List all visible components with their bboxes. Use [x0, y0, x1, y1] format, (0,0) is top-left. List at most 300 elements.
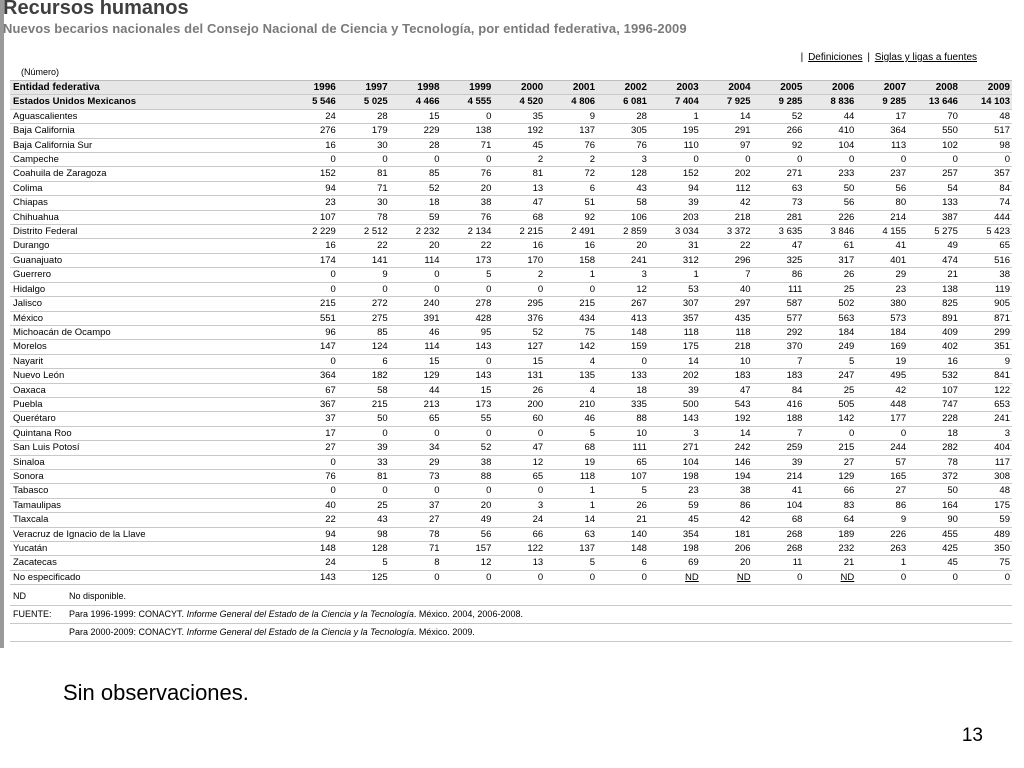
table-cell: 76: [597, 138, 649, 152]
row-entity-name: Veracruz de Ignacio de la Llave: [10, 527, 286, 541]
table-cell: 214: [856, 210, 908, 224]
table-row: [10, 138, 1012, 152]
table-cell: 444: [960, 210, 1012, 224]
table-cell: 16: [545, 239, 597, 253]
table-cell: 96: [286, 325, 338, 339]
row-entity-name: Chihuahua: [10, 210, 286, 224]
table-cell: 73: [753, 196, 805, 210]
table-cell: 164: [908, 498, 960, 512]
table-cell: 410: [804, 124, 856, 138]
table-cell: 5: [545, 426, 597, 440]
table-cell: 23: [856, 282, 908, 296]
table-cell: 38: [701, 484, 753, 498]
table-cell: 43: [338, 513, 390, 527]
header-year: 1998: [390, 81, 442, 95]
table-cell: 308: [960, 469, 1012, 483]
table-cell: 271: [649, 441, 701, 455]
table-cell: 200: [493, 397, 545, 411]
table-cell: 23: [286, 196, 338, 210]
table-cell: 111: [753, 282, 805, 296]
table-cell: 179: [338, 124, 390, 138]
note-source-row: [10, 606, 1012, 624]
definiciones-link[interactable]: Definiciones: [808, 52, 863, 63]
table-cell: 5 025: [338, 95, 390, 109]
table-cell: 9: [338, 268, 390, 282]
table-cell: 147: [286, 340, 338, 354]
table-row: [10, 268, 1012, 282]
table-cell: 350: [960, 542, 1012, 556]
table-cell: 10: [701, 354, 753, 368]
table-cell: 81: [338, 469, 390, 483]
header-year: 2009: [960, 81, 1012, 95]
table-cell: 226: [804, 210, 856, 224]
table-cell: 215: [545, 297, 597, 311]
page-subtitle: Nuevos becarios nacionales del Consejo Nacional de Ciencia y Tecnología, por entidad federativa, 1996-2009: [3, 21, 687, 36]
table-row: [10, 441, 1012, 455]
table-cell: 3: [960, 426, 1012, 440]
table-cell: 107: [597, 469, 649, 483]
table-cell: 502: [804, 297, 856, 311]
row-entity-name: Chiapas: [10, 196, 286, 210]
table-cell: 49: [908, 239, 960, 253]
source-2-pre: Para 2000-2009: CONACYT.: [69, 627, 185, 637]
table-cell: 401: [856, 253, 908, 267]
table-cell: 106: [597, 210, 649, 224]
table-cell: 80: [856, 196, 908, 210]
table-cell: 9: [545, 109, 597, 123]
table-cell: 12: [493, 455, 545, 469]
table-cell: 65: [390, 412, 442, 426]
table-cell: 65: [960, 239, 1012, 253]
table-cell: 3: [649, 426, 701, 440]
slide-remark: Sin observaciones.: [63, 680, 249, 705]
table-cell: 58: [338, 383, 390, 397]
table-cell: 7: [753, 354, 805, 368]
table-cell: 20: [442, 181, 494, 195]
table-cell: 42: [856, 383, 908, 397]
table-cell: 0: [286, 153, 338, 167]
table-cell: 21: [908, 268, 960, 282]
table-cell: 891: [908, 311, 960, 325]
table-cell: 173: [442, 397, 494, 411]
table-cell: 45: [908, 556, 960, 570]
table-row: [10, 556, 1012, 570]
table-cell: 2 215: [493, 225, 545, 239]
table-cell: 4: [545, 383, 597, 397]
table-row: [10, 282, 1012, 296]
table-cell: 21: [597, 513, 649, 527]
table-cell: 181: [701, 527, 753, 541]
siglas-link[interactable]: Siglas y ligas a fuentes: [874, 52, 977, 63]
table-cell[interactable]: ND: [649, 570, 701, 584]
table-cell: 56: [804, 196, 856, 210]
table-cell: 13: [493, 181, 545, 195]
table-cell: 2 859: [597, 225, 649, 239]
table-cell: 138: [908, 282, 960, 296]
table-cell: 143: [442, 369, 494, 383]
row-entity-name: Distrito Federal: [10, 225, 286, 239]
table-cell: 1: [856, 556, 908, 570]
table-cell: 505: [804, 397, 856, 411]
table-cell: 88: [597, 412, 649, 426]
table-cell: 148: [286, 542, 338, 556]
table-cell: 295: [493, 297, 545, 311]
table-cell: 18: [908, 426, 960, 440]
table-cell: 218: [701, 210, 753, 224]
table-cell: 244: [856, 441, 908, 455]
table-cell: 292: [753, 325, 805, 339]
table-cell: 148: [597, 325, 649, 339]
nd-key: ND: [13, 591, 26, 601]
table-cell[interactable]: ND: [804, 570, 856, 584]
table-cell: 188: [753, 412, 805, 426]
table-cell: 11: [753, 556, 805, 570]
table-cell: 2: [545, 153, 597, 167]
table-cell: 143: [649, 412, 701, 426]
row-entity-name: Aguascalientes: [10, 109, 286, 123]
table-cell: 14 103: [960, 95, 1012, 109]
table-row: [10, 340, 1012, 354]
table-cell: 143: [286, 570, 338, 584]
table-cell: 7 404: [649, 95, 701, 109]
table-cell: 364: [856, 124, 908, 138]
table-cell: 39: [649, 196, 701, 210]
table-cell: 75: [960, 556, 1012, 570]
table-cell: 312: [649, 253, 701, 267]
table-cell: 0: [493, 570, 545, 584]
table-cell: 0: [856, 570, 908, 584]
table-cell: 495: [856, 369, 908, 383]
table-cell: 0: [390, 282, 442, 296]
table-cell: 0: [493, 282, 545, 296]
source-key-empty: [10, 624, 66, 642]
table-cell: 117: [960, 455, 1012, 469]
link-separator: |: [800, 52, 804, 63]
table-cell: 1: [545, 498, 597, 512]
table-cell: 9 285: [856, 95, 908, 109]
table-cell: 2 491: [545, 225, 597, 239]
table-cell: 127: [493, 340, 545, 354]
table-cell: 22: [338, 239, 390, 253]
table-cell: 0: [597, 354, 649, 368]
table-cell: 92: [545, 210, 597, 224]
table-cell: 118: [545, 469, 597, 483]
table-cell: 0: [804, 153, 856, 167]
table-cell: 0: [442, 484, 494, 498]
row-entity-name: México: [10, 311, 286, 325]
row-entity-name: Baja California: [10, 124, 286, 138]
table-cell: 0: [442, 570, 494, 584]
table-cell: 175: [960, 498, 1012, 512]
note-source-row: [10, 624, 1012, 642]
table-cell: 47: [701, 383, 753, 397]
table-cell: 192: [493, 124, 545, 138]
table-cell: 143: [442, 340, 494, 354]
table-cell: 2: [493, 153, 545, 167]
table-cell: 140: [597, 527, 649, 541]
table-cell: 56: [856, 181, 908, 195]
table-cell: 489: [960, 527, 1012, 541]
table-cell: 3 846: [804, 225, 856, 239]
table-cell: 291: [701, 124, 753, 138]
row-entity-name: Coahuila de Zaragoza: [10, 167, 286, 181]
table-cell: 653: [960, 397, 1012, 411]
table-cell: 104: [804, 138, 856, 152]
table-cell[interactable]: ND: [701, 570, 753, 584]
row-entity-name: Estados Unidos Mexicanos: [10, 95, 286, 109]
table-cell: 2 229: [286, 225, 338, 239]
table-cell: 905: [960, 297, 1012, 311]
table-cell: 157: [442, 542, 494, 556]
header-year: 1999: [442, 81, 494, 95]
table-cell: 0: [390, 570, 442, 584]
table-cell: 500: [649, 397, 701, 411]
table-cell: 242: [701, 441, 753, 455]
table-cell: 364: [286, 369, 338, 383]
table-cell: 9 285: [753, 95, 805, 109]
table-cell: 29: [856, 268, 908, 282]
row-entity-name: Morelos: [10, 340, 286, 354]
table-row: [10, 325, 1012, 339]
table-cell: 249: [804, 340, 856, 354]
table-row: [10, 484, 1012, 498]
table-cell: 7: [701, 268, 753, 282]
table-cell: 122: [493, 542, 545, 556]
table-cell: 71: [338, 181, 390, 195]
table-cell: 44: [390, 383, 442, 397]
table-cell: 27: [286, 441, 338, 455]
table-row: [10, 455, 1012, 469]
table-row: [10, 297, 1012, 311]
table-cell: 0: [286, 268, 338, 282]
notes-section: [10, 588, 1012, 642]
row-entity-name: Yucatán: [10, 542, 286, 556]
header-year: 1996: [286, 81, 338, 95]
table-row: [10, 412, 1012, 426]
table-cell: 0: [286, 455, 338, 469]
table-cell: 12: [442, 556, 494, 570]
table-cell: 37: [390, 498, 442, 512]
table-cell: 317: [804, 253, 856, 267]
table-cell: 0: [753, 570, 805, 584]
table-cell: 2: [493, 268, 545, 282]
table-cell: 128: [597, 167, 649, 181]
table-cell: 59: [960, 513, 1012, 527]
table-cell: 5: [545, 556, 597, 570]
table-cell: 27: [856, 484, 908, 498]
table-cell: 370: [753, 340, 805, 354]
table-cell: 4 155: [856, 225, 908, 239]
table-cell: 367: [286, 397, 338, 411]
table-cell: 20: [442, 498, 494, 512]
table-cell: 75: [545, 325, 597, 339]
table-cell: 69: [649, 556, 701, 570]
header-year: 2003: [649, 81, 701, 95]
row-entity-name: Campeche: [10, 153, 286, 167]
table-cell: 112: [701, 181, 753, 195]
table-cell: 59: [390, 210, 442, 224]
table-cell: 26: [597, 498, 649, 512]
table-cell: 195: [649, 124, 701, 138]
top-links: [799, 52, 977, 63]
table-cell: 64: [804, 513, 856, 527]
table-cell: 259: [753, 441, 805, 455]
table-cell: 0: [545, 282, 597, 296]
table-cell: 0: [442, 153, 494, 167]
table-cell: 232: [804, 542, 856, 556]
table-cell: 198: [649, 469, 701, 483]
table-cell: 24: [493, 513, 545, 527]
table-cell: 189: [804, 527, 856, 541]
row-entity-name: Sonora: [10, 469, 286, 483]
data-table-container: [10, 80, 1012, 585]
table-row: [10, 527, 1012, 541]
source-1-title: Informe General del Estado de la Ciencia y la Tecnología: [186, 609, 414, 619]
table-cell: 50: [338, 412, 390, 426]
table-cell: 38: [442, 455, 494, 469]
table-cell: 0: [493, 484, 545, 498]
table-cell: 215: [338, 397, 390, 411]
table-cell: 27: [804, 455, 856, 469]
table-cell: 16: [286, 239, 338, 253]
table-cell: 40: [701, 282, 753, 296]
table-cell: 4 466: [390, 95, 442, 109]
row-entity-name: Nuevo León: [10, 369, 286, 383]
table-cell: 20: [390, 239, 442, 253]
table-cell: 0: [493, 426, 545, 440]
row-entity-name: Jalisco: [10, 297, 286, 311]
table-row: [10, 124, 1012, 138]
table-cell: 48: [960, 484, 1012, 498]
table-cell: 8 836: [804, 95, 856, 109]
table-cell: 268: [753, 542, 805, 556]
table-cell: 3 635: [753, 225, 805, 239]
table-row: [10, 354, 1012, 368]
table-cell: 192: [701, 412, 753, 426]
table-cell: 0: [390, 426, 442, 440]
table-cell: 6: [597, 556, 649, 570]
table-cell: 26: [804, 268, 856, 282]
row-entity-name: Guanajuato: [10, 253, 286, 267]
table-cell: 42: [701, 196, 753, 210]
table-row: [10, 253, 1012, 267]
table-cell: 86: [701, 498, 753, 512]
table-cell: 20: [597, 239, 649, 253]
table-cell: 10: [597, 426, 649, 440]
table-cell: 307: [649, 297, 701, 311]
table-cell: 5 423: [960, 225, 1012, 239]
table-cell: 1: [545, 268, 597, 282]
table-cell: 17: [286, 426, 338, 440]
table-cell: 4 806: [545, 95, 597, 109]
table-cell: 268: [753, 527, 805, 541]
left-border: [0, 0, 4, 648]
table-cell: 247: [804, 369, 856, 383]
table-cell: 129: [804, 469, 856, 483]
table-cell: 114: [390, 253, 442, 267]
table-cell: 86: [856, 498, 908, 512]
table-cell: 0: [753, 153, 805, 167]
source-2-title: Informe General del Estado de la Ciencia y la Tecnología: [186, 627, 414, 637]
table-cell: 41: [856, 239, 908, 253]
table-cell: 0: [338, 426, 390, 440]
table-cell: 46: [545, 412, 597, 426]
table-row: [10, 570, 1012, 584]
table-cell: 532: [908, 369, 960, 383]
table-cell: 76: [545, 138, 597, 152]
row-entity-name: Sinaloa: [10, 455, 286, 469]
table-cell: 354: [649, 527, 701, 541]
table-cell: 0: [442, 354, 494, 368]
table-cell: 184: [856, 325, 908, 339]
table-cell: 12: [597, 282, 649, 296]
row-entity-name: Quintana Roo: [10, 426, 286, 440]
table-cell: 16: [286, 138, 338, 152]
row-entity-name: Querétaro: [10, 412, 286, 426]
table-cell: 15: [493, 354, 545, 368]
table-cell: 16: [493, 239, 545, 253]
table-cell: 0: [597, 570, 649, 584]
table-cell: 404: [960, 441, 1012, 455]
table-cell: 218: [701, 340, 753, 354]
table-cell: 13 646: [908, 95, 960, 109]
table-cell: 257: [908, 167, 960, 181]
table-cell: 22: [701, 239, 753, 253]
table-cell: 68: [493, 210, 545, 224]
table-cell: 14: [649, 354, 701, 368]
header-year: 2006: [804, 81, 856, 95]
header-year: 2001: [545, 81, 597, 95]
table-cell: 86: [753, 268, 805, 282]
table-row: [10, 397, 1012, 411]
table-cell: 133: [597, 369, 649, 383]
table-cell: 68: [753, 513, 805, 527]
table-cell: 474: [908, 253, 960, 267]
table-cell: 76: [442, 167, 494, 181]
table-cell: 47: [753, 239, 805, 253]
notes-table: [10, 588, 1012, 642]
table-cell: 146: [701, 455, 753, 469]
table-cell: 94: [286, 527, 338, 541]
table-cell: 357: [960, 167, 1012, 181]
table-cell: 118: [649, 325, 701, 339]
table-cell: 0: [960, 153, 1012, 167]
table-cell: 1: [649, 109, 701, 123]
table-cell: 351: [960, 340, 1012, 354]
row-entity-name: Guerrero: [10, 268, 286, 282]
table-cell: 19: [545, 455, 597, 469]
table-cell: 125: [338, 570, 390, 584]
table-cell: 65: [493, 469, 545, 483]
table-cell: 71: [442, 138, 494, 152]
table-cell: 114: [390, 340, 442, 354]
table-row: [10, 369, 1012, 383]
table-cell: 5 546: [286, 95, 338, 109]
table-cell: 104: [753, 498, 805, 512]
header-year: 1997: [338, 81, 390, 95]
table-cell: 52: [442, 441, 494, 455]
table-cell: 13: [493, 556, 545, 570]
table-cell: 0: [390, 153, 442, 167]
table-cell: 183: [701, 369, 753, 383]
table-cell: 226: [856, 527, 908, 541]
table-cell: 380: [856, 297, 908, 311]
table-cell: 38: [442, 196, 494, 210]
table-cell: 28: [338, 109, 390, 123]
table-cell: 1: [649, 268, 701, 282]
table-cell: 825: [908, 297, 960, 311]
table-cell: 52: [493, 325, 545, 339]
